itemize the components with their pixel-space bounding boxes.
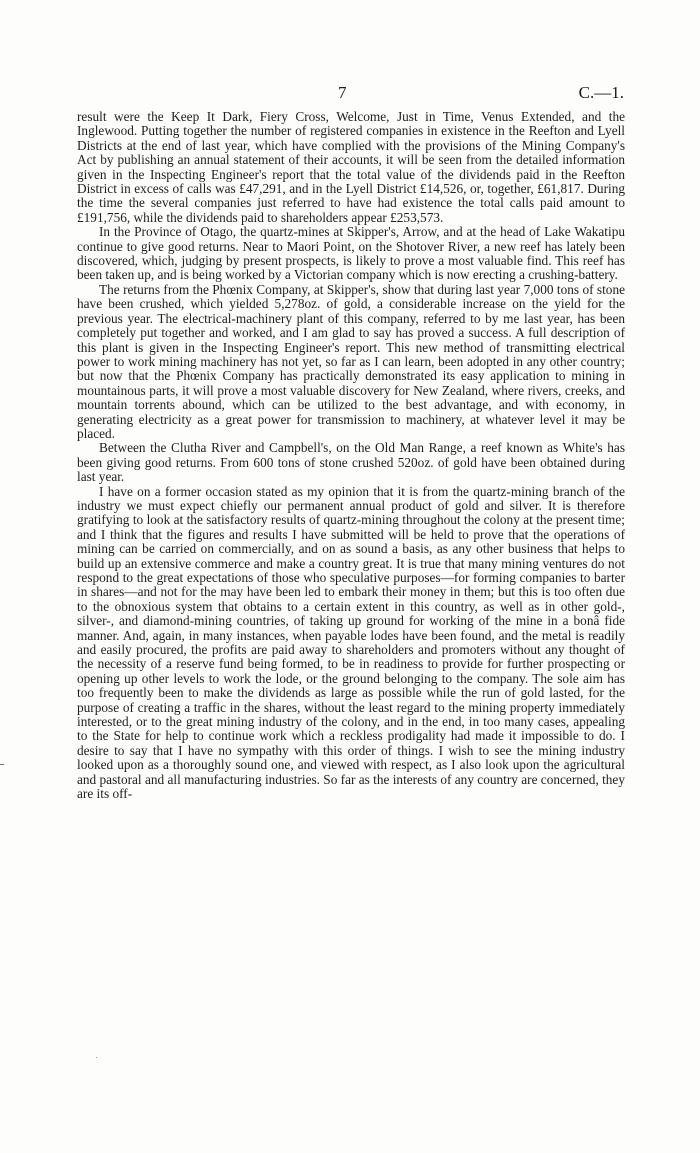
page-header (76, 83, 624, 107)
paragraph-2: In the Province of Otago, the quartz-mines at Skipper's, Arrow, and at the head of Lake Wakatipu continue to give good returns. Near to Maori Point, on the Shotover River, a new reef has lately been discovered, which, judging by present prospects, is likely to prove a most valuable find. This reef has been taken up, and is being worked by a Victorian company which is now erecting a crushing-battery. (77, 224, 625, 283)
document-reference: C.—1. (578, 83, 624, 102)
paragraph-1: result were the Keep It Dark, Fiery Cross, Welcome, Just in Time, Venus Extended, and the Inglewood. Putting together the number of registered companies in existence in the Reefton and Lyell Districts at the end of last year, which have complied with the provisions of the Mining Company's Act by publishing an annual statement of their accounts, it will be seen from the detailed information given in the Inspecting Engineer's report that the total value of the dividends paid in the Reefton District in excess of calls was £47,291, and in the Lyell District £14,526, or, together, £61,817. During the time the several companies just referred to have had existence the total calls paid amount to £191,756, while the dividends paid to shareholders appear £253,573. (77, 109, 625, 225)
margin-mark (0, 764, 4, 765)
body-text (77, 110, 625, 802)
paragraph-4: Between the Clutha River and Campbell's, on the Old Man Range, a reef known as White's has been giving good returns. From 600 tons of stone crushed 520oz. of gold have been obtained during last year. (77, 440, 625, 485)
page-number: 7 (338, 83, 347, 102)
paragraph-3: The returns from the Phœnix Company, at Skipper's, show that during last year 7,000 tons of stone have been crushed, which yielded 5,278oz. of gold, a considerable increase on the yield for the previous year. The electrical-machinery plant of this company, referred to by me last year, has been completely put together and worked, and I am glad to say has proved a success. A full description of this plant is given in the Inspecting Engineer's report. This new method of transmitting electrical power to work mining machinery has not yet, so far as I can learn, been adopted in any other country; but now that the Phœnix Company has practically demonstrated its easy application to mining in mountainous parts, it will prove a most valuable discovery for New Zealand, where rivers, creeks, and mountain torrents abound, which can be utilized to the best advantage, and with economy, in generating electricity as a great power for transmission to machinery, at whatever level it may be placed. (77, 281, 625, 441)
paper-speck (96, 1057, 97, 1058)
paragraph-5: I have on a former occasion stated as my opinion that it is from the quartz-mining branch of the industry we must expect chiefly our permanent annual product of gold and silver. It is therefore gratifying to look at the satisfactory results of quartz-mining throughout the colony at the present time; and I think that the figures and results I have submitted will be held to prove that the operations of mining can be carried on commercially, and on as sound a basis, as any other business that helps to build up an extensive commerce and make a country great. It is true that many mining ventures do not respond to the great expectations of those who speculative purposes—for forming companies to barter in shares—and not for the may have been led to embark their money in them; but this is too often due to the obnoxious system that obtains to a certain extent in this country, as well as in other gold-, silver-, and diamond-mining countries, of taking up ground for working of the mine in a bonâ fide manner. And, again, in many instances, when payable lodes have been found, and the metal is readily and easily procured, the profits are paid away to shareholders and promoters without any thought of the necessity of a reserve fund being formed, to be in readiness to provide for further prospecting or opening up other levels to work the lode, or the ground belonging to the company. The sole aim has too frequently been to make the dividends as large as possible while the run of gold lasted, for the purpose of creating a traffic in the shares, without the least regard to the mining property immediately interested, or to the great mining industry of the colony, and in the end, in too many cases, appealing to the State for help to continue work which a reckless prodigality had made it impossible to do. I desire to say that I have no sympathy with this order of things. I wish to see the mining industry looked upon as a thoroughly sound one, and viewed with respect, as I also look upon the agricultural and pastoral and all manufacturing industries. So far as the interests of any country are concerned, they are its off- (77, 483, 625, 802)
